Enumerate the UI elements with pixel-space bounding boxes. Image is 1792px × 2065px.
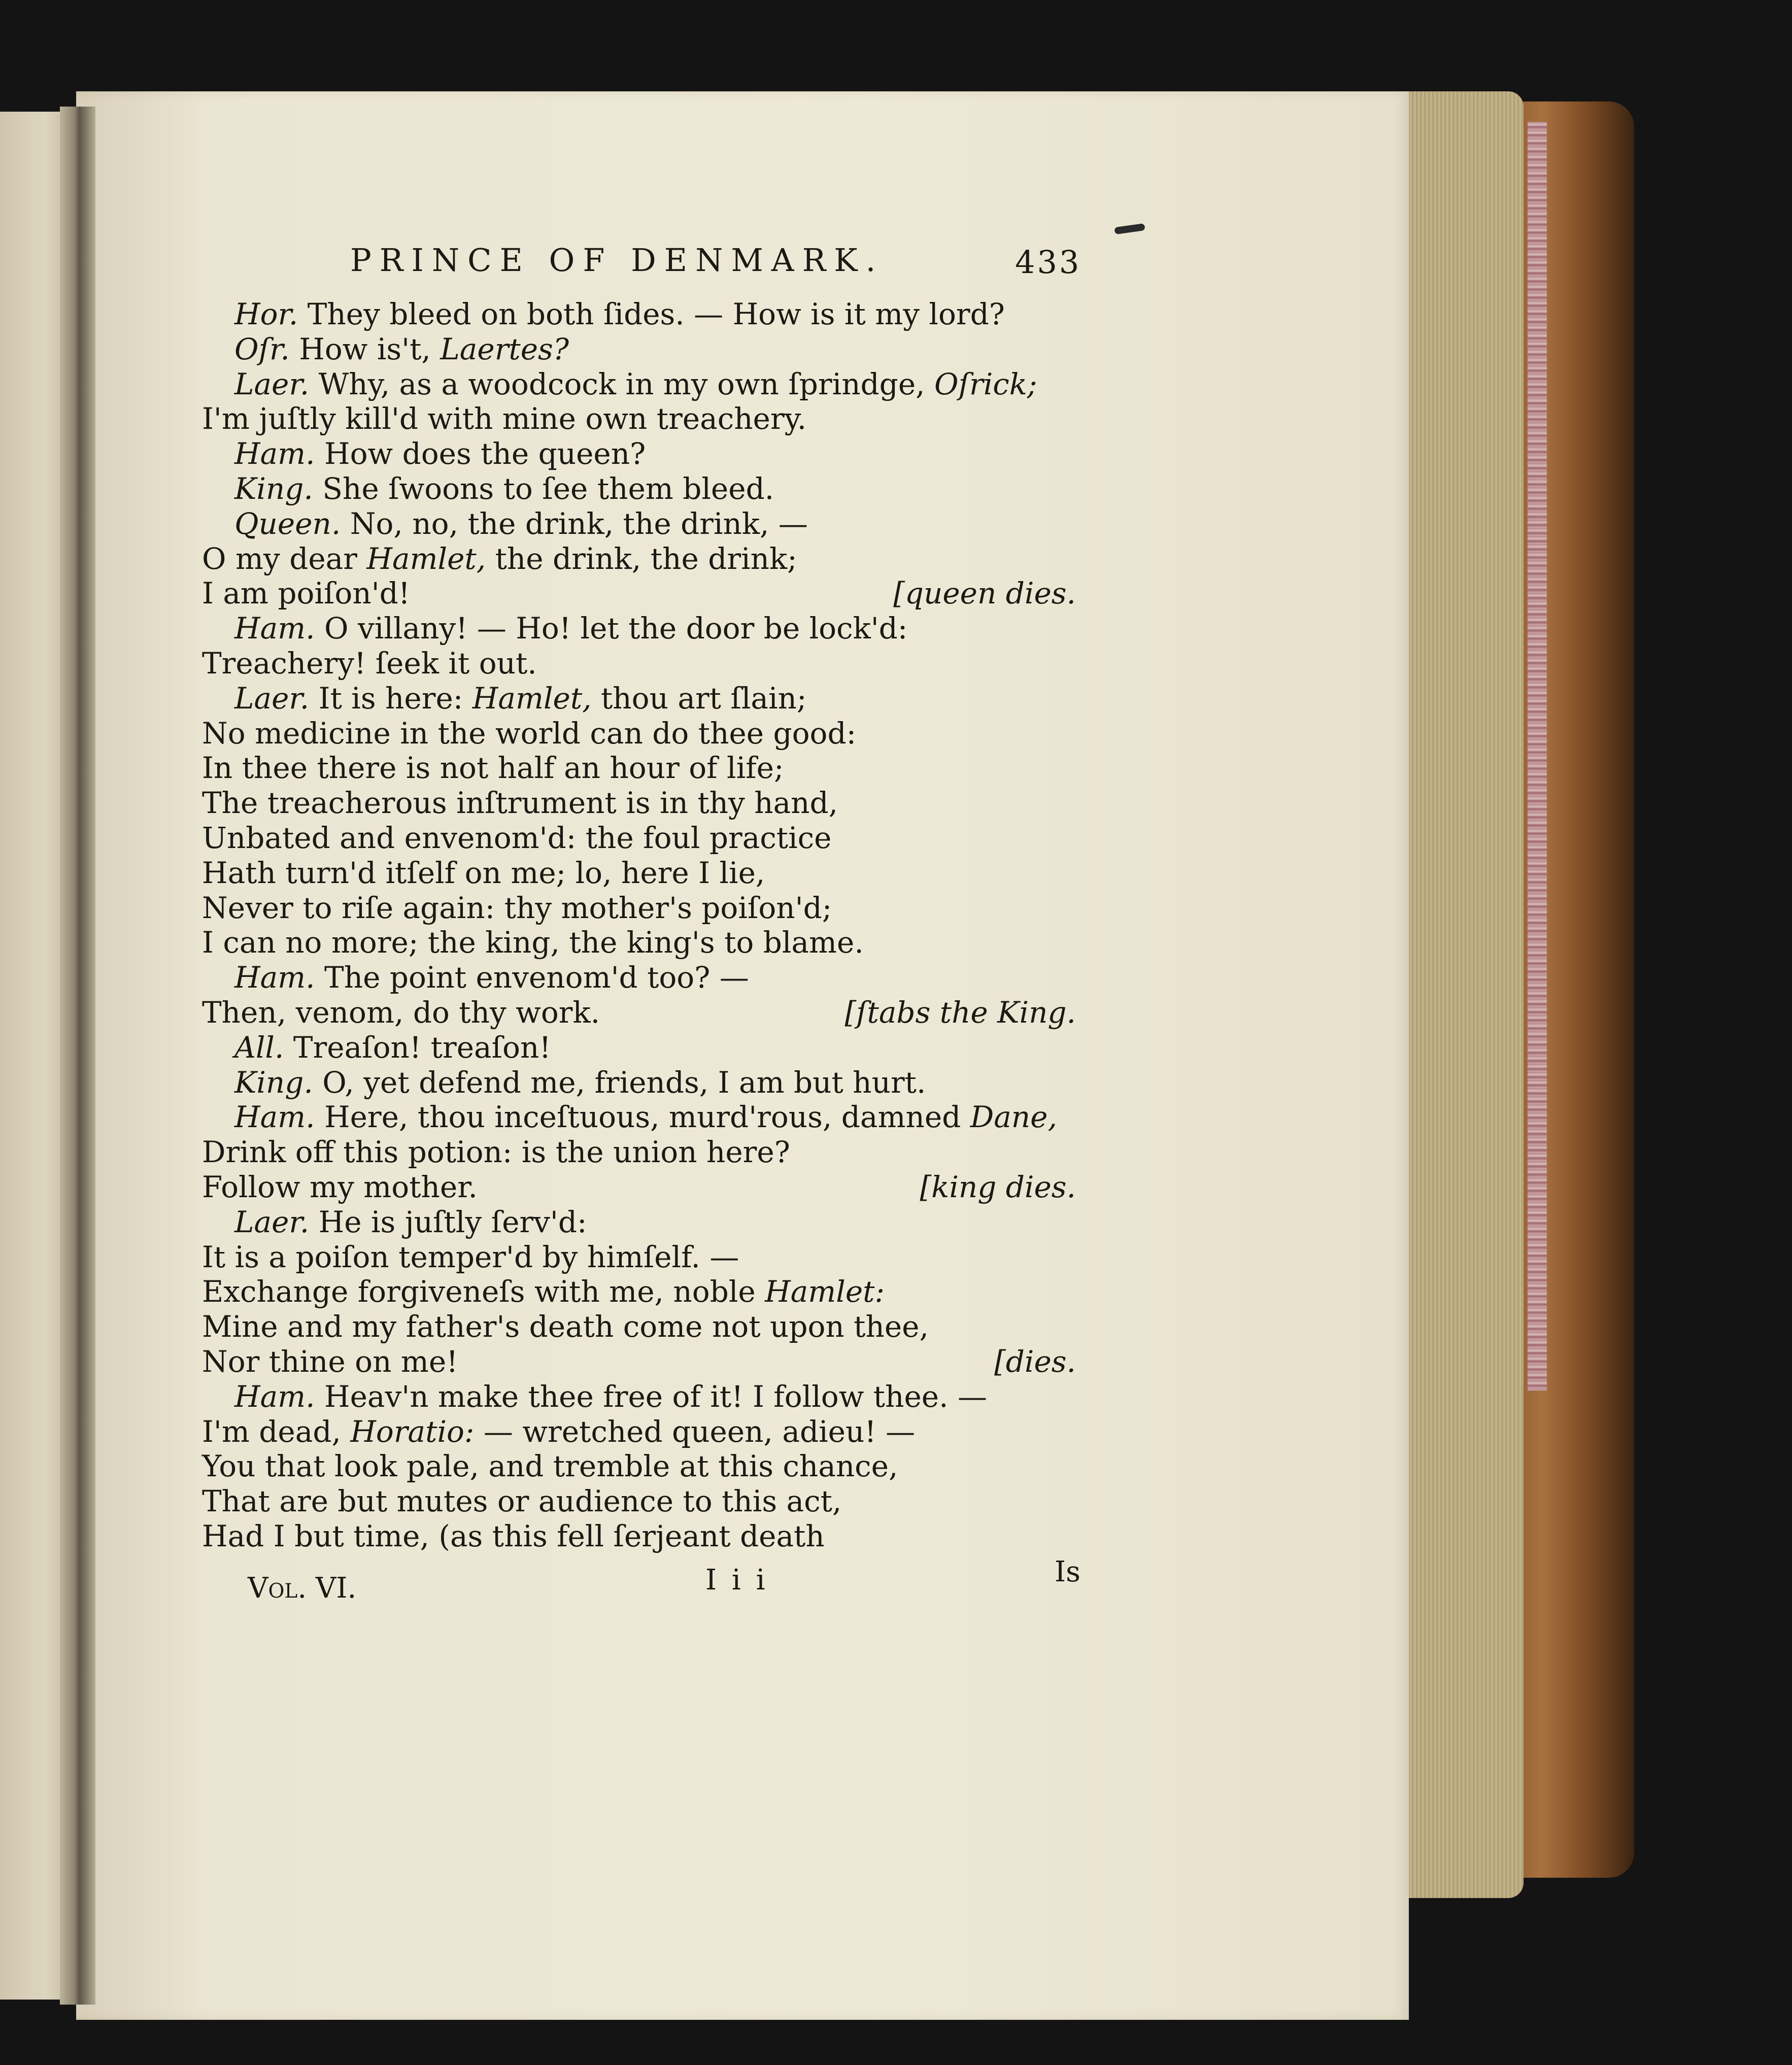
italic-name: Hamlet, [366,541,486,576]
line-text: You that look pale, and tremble at this chance, [202,1449,898,1483]
line-text: Treachery! ſeek it out. [202,646,537,681]
stage-direction: [dies. [994,1344,1076,1379]
line-text: Heav'n make thee free of it! I follow thee. — [315,1379,987,1414]
line-text: Drink off this potion: is the union here? [202,1135,790,1169]
line-text: No medicine in the world can do thee good: [202,716,857,751]
text-line [234,681,807,716]
stage-direction: [ſtabs the King. [844,995,1076,1030]
speaker-name: King. [234,471,313,506]
text-line [202,788,838,818]
speaker-name: King. [234,1065,313,1100]
text-line [202,1451,898,1481]
page-number: 433 [1015,244,1081,281]
line-text: How is't, [289,332,441,366]
speaker-name: All. [234,1030,284,1065]
text-line [202,753,784,783]
line-text-after: — wretched queen, adieu! — [474,1414,916,1449]
text-line [202,1242,739,1272]
line-text: Unbated and envenom'd: the foul practice [202,821,832,855]
text-line [234,1379,987,1414]
marbled-endpaper-edge [1528,122,1547,1391]
text-line [202,716,857,751]
text-line [234,1065,926,1100]
text-line [234,369,1037,399]
line-text-after: thou art ſlain; [591,681,807,716]
text-line [202,541,797,576]
volume-label: Vol. VI. [248,1572,357,1605]
text-line [202,995,600,1030]
text-line [202,1274,885,1309]
line-text: Follow my mother. [202,1170,478,1204]
line-text: O villany! — Ho! let the door be lock'd: [315,611,908,646]
text-line [202,1521,825,1551]
text-line [234,299,1005,329]
italic-tail: Hamlet: [765,1274,885,1309]
line-text: The point envenom'd too? — [315,960,749,995]
speaker-name: Ham. [234,1379,315,1414]
line-text: In thee there is not half an hour of life; [202,751,784,785]
line-text: The treacherous inſtrument is in thy hand, [202,786,838,820]
speaker-name: Queen. [234,506,341,541]
line-text: Here, thou inceſtuous, murd'rous, damned [315,1100,970,1134]
stage-direction: [king dies. [920,1170,1076,1204]
speaker-name: Laer. [234,367,310,401]
running-title: PRINCE OF DENMARK. [350,242,884,279]
line-text: Nor thine on me! [202,1344,458,1379]
line-text: How does the queen? [315,436,646,471]
page-block-fore-edge [1402,91,1524,1898]
italic-tail: Dane, [970,1100,1057,1134]
text-line [202,1309,929,1344]
text-line [202,1344,458,1379]
speaker-name: Ham. [234,960,315,995]
text-line [234,471,774,506]
line-text: I'm juſtly kill'd with mine own treachery. [202,401,807,436]
text-line [234,334,569,364]
stage-direction: [queen dies. [893,576,1076,611]
text-line [202,858,765,888]
text-line [202,823,831,853]
text-line [202,1172,478,1202]
text-line [234,506,808,541]
text-line [234,436,646,471]
speaker-name: Ham. [234,1100,315,1134]
catchword: Is [1055,1555,1080,1588]
line-text: I am poiſon'd! [202,576,411,611]
text-line [234,1102,1057,1132]
signature-mark: I i i [705,1564,768,1597]
speaker-name: Laer. [234,1205,310,1239]
italic-tail: Laertes? [440,332,569,366]
line-text: Hath turn'd itſelf on me; lo, here I lie, [202,856,765,890]
line-text: O my dear [202,541,367,576]
text-line [202,401,807,436]
text-line [202,925,864,960]
line-text: Why, as a woodcock in my own ſprindge, [309,367,935,401]
line-text: They bleed on both ſides. — How is it my lord? [298,297,1005,331]
line-text: Mine and my father's death come not upon thee, [202,1309,929,1344]
line-text: Had I but time, (as this fell ſerjeant death [202,1519,825,1553]
line-text-after: the drink, the drink; [486,541,797,576]
line-text: Never to riſe again: thy mother's poiſon'd; [202,891,832,925]
line-text: It is here: [309,681,472,716]
speaker-name: Ham. [234,436,315,471]
italic-name: Horatio: [350,1414,475,1449]
text-line [202,646,537,681]
speaker-name: Hor. [234,297,298,331]
text-line [202,893,832,923]
text-line [202,1414,916,1449]
text-line [234,1207,587,1237]
line-text: Treaſon! treaſon! [284,1030,551,1065]
text-line [234,1030,551,1065]
line-text: I'm dead, [202,1414,351,1449]
line-text: She ſwoons to ſee them bleed. [313,471,774,506]
line-text: It is a poiſon temper'd by himſelf. — [202,1240,739,1274]
book-gutter [60,107,95,2005]
italic-name: Hamlet, [472,681,592,716]
italic-tail: Oſrick; [934,367,1037,401]
text-line [202,1486,841,1516]
speaker-name: Laer. [234,681,310,716]
line-text: Then, venom, do thy work. [202,995,600,1030]
text-line [202,576,411,611]
line-text: Exchange forgiveneſs with me, noble [202,1274,765,1309]
line-text: O, yet defend me, friends, I am but hurt. [313,1065,926,1100]
line-text: That are but mutes or audience to this act, [202,1484,842,1518]
line-text: No, no, the drink, the drink, — [341,506,808,541]
line-text: I can no more; the king, the king's to blame. [202,925,864,960]
text-line [234,611,908,646]
line-text: He is juſtly ſerv'd: [309,1205,587,1239]
speaker-name: Ham. [234,611,315,646]
text-line [234,960,749,995]
speaker-name: Oſr. [234,332,290,366]
text-line [202,1137,790,1167]
